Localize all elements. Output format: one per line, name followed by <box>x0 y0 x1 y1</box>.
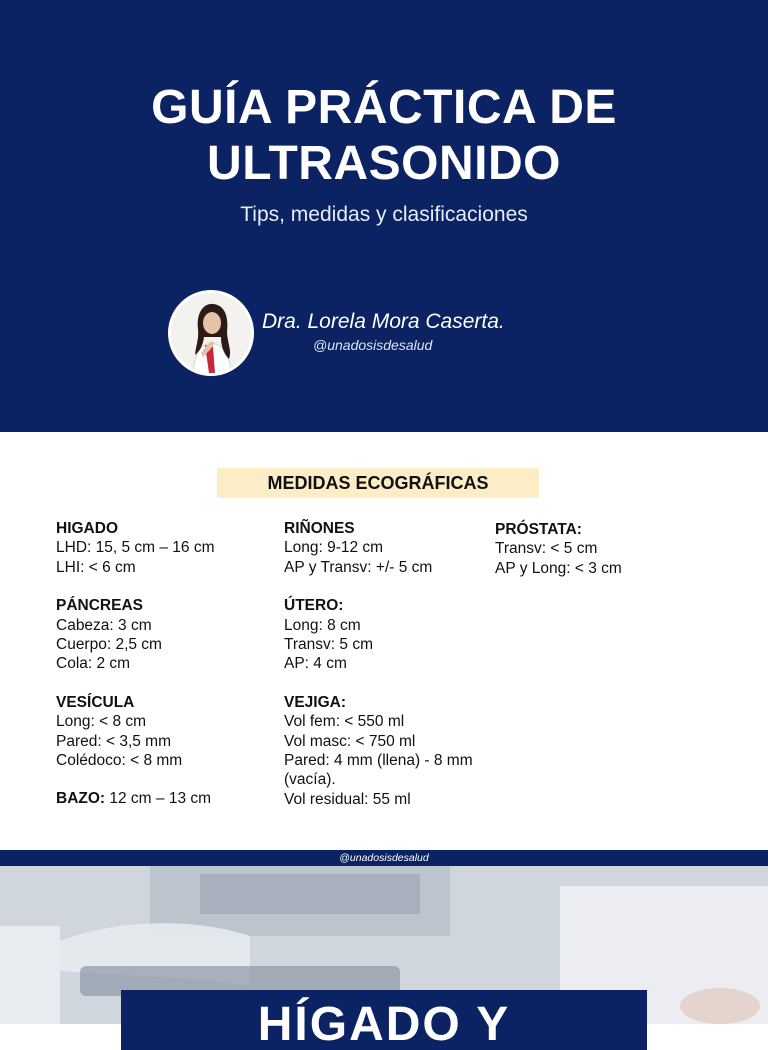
measurement-line: Cuerpo: 2,5 cm <box>56 636 162 654</box>
cover-header <box>0 0 768 432</box>
organ-title: PÁNCREAS <box>56 597 143 615</box>
organ-group-prostata <box>495 520 715 578</box>
measurement-line: (vacía). <box>284 771 336 789</box>
organ-title: ÚTERO: <box>284 597 344 615</box>
measurement-line: Vol residual: 55 ml <box>284 790 411 808</box>
measurement-line: LHD: 15, 5 cm – 16 cm <box>56 539 215 557</box>
footer-handle-band <box>0 850 768 866</box>
organ-group-rinones <box>284 519 494 577</box>
measurement-line: Long: 9-12 cm <box>284 539 384 557</box>
measurement-line: Transv: < 5 cm <box>495 540 598 558</box>
next-section-title: HÍGADO Y <box>257 998 511 1050</box>
document-subtitle: Tips, medidas y clasificaciones <box>240 203 528 226</box>
measurement-line: AP y Transv: +/- 5 cm <box>284 558 433 576</box>
section-title: MEDIDAS ECOGRÁFICAS <box>217 468 539 498</box>
measurement-line: Pared: 4 mm (llena) - 8 mm <box>284 752 473 770</box>
measurement-inline: 12 cm – 13 cm <box>105 790 212 808</box>
measurement-line: AP: 4 cm <box>284 655 347 673</box>
document-title <box>0 80 768 192</box>
footer-handle: @unadosisdesalud <box>339 852 429 864</box>
measurement-line: Colédoco: < 8 mm <box>56 752 183 770</box>
author-handle: @unadosisdesalud <box>313 337 433 353</box>
author-photo <box>171 293 251 373</box>
measurement-line: Transv: 5 cm <box>284 636 373 654</box>
measurement-line: Vol masc: < 750 ml <box>284 732 416 750</box>
organ-group-vejiga <box>284 693 494 809</box>
measurement-line: Pared: < 3,5 mm <box>56 732 172 750</box>
organ-title: RIÑONES <box>284 520 355 537</box>
organ-title: BAZO: <box>56 790 106 808</box>
organ-group-pancreas <box>56 596 276 674</box>
measurement-line: AP y Long: < 3 cm <box>495 559 622 577</box>
author-avatar <box>168 290 254 376</box>
next-section-title-box <box>121 990 647 1050</box>
measurement-line: Cola: 2 cm <box>56 655 131 673</box>
measurement-line: Long: < 8 cm <box>56 713 147 731</box>
author-name: Dra. Lorela Mora Caserta. <box>262 310 505 333</box>
measurement-line: Cabeza: 3 cm <box>56 616 152 634</box>
organ-title: VEJIGA: <box>284 693 347 711</box>
organ-title: VESÍCULA <box>56 693 135 711</box>
measurements-column-3 <box>495 520 715 597</box>
organ-group-vesicula <box>56 693 276 771</box>
organ-group-utero <box>284 596 494 674</box>
measurement-line: Long: 8 cm <box>284 616 361 634</box>
organ-title: HIGADO <box>56 520 118 537</box>
measurements-column-1 <box>56 519 276 828</box>
organ-title: PRÓSTATA: <box>495 521 582 538</box>
measurement-line: Vol fem: < 550 ml <box>284 713 405 731</box>
measurements-column-2 <box>284 519 494 828</box>
organ-group-higado <box>56 519 276 577</box>
measurement-line: LHI: < 6 cm <box>56 558 136 576</box>
title-line-2: ULTRASONIDO <box>207 137 561 190</box>
title-line-1: GUÍA PRÁCTICA DE <box>151 81 617 134</box>
organ-group-bazo <box>56 789 276 808</box>
